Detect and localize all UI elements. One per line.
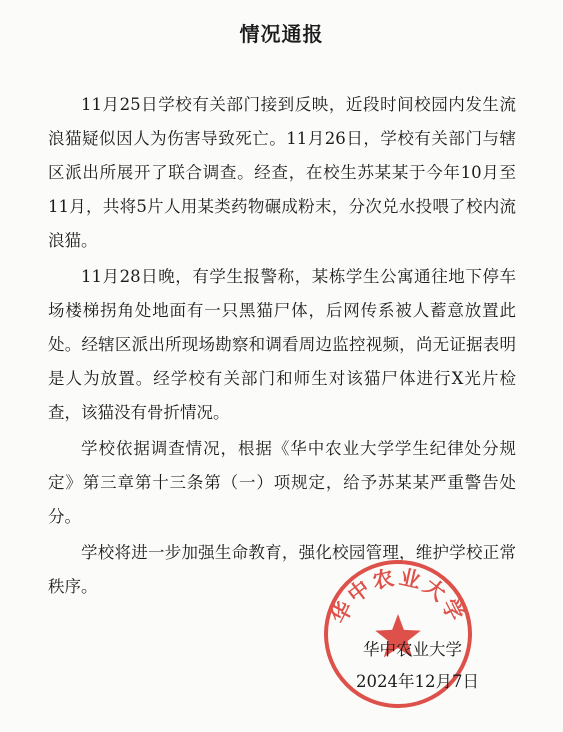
document-body: [48, 88, 516, 604]
paragraph-4: 学校将进一步加强生命教育，强化校园管理，维护学校正常秩序。: [48, 543, 516, 596]
svg-text:华中农业大学: 华中农业大学: [325, 564, 471, 628]
document-title: 情况通报: [239, 22, 324, 46]
signature-organization: 华中农业大学: [363, 640, 462, 659]
paragraph-3: 学校依据调查情况，根据《华中农业大学学生纪律处分规定》第三章第十三条第（一）项规定，给予苏某某严重警告处分。: [48, 439, 516, 526]
signature-block: [356, 634, 479, 698]
paragraph-2: 11月28日晚，有学生报警称，某栋学生公寓通往地下停车场楼梯拐角处地面有一只黑猫尸体，后网传系被人蓄意放置此处。经辖区派出所现场勘察和调看周边监控视频，尚无证据表明是人为放置。经学校有关部门和师生对该猫尸体进行X光片检查，该猫没有骨折情况。: [48, 267, 516, 422]
signature-date: 2024年12月7日: [356, 672, 479, 691]
paragraph-1: 11月25日学校有关部门接到反映，近段时间校园内发生流浪猫疑似因人为伤害导致死亡。11月26日，学校有关部门与辖区派出所展开了联合调查。经查，在校生苏某某于今年10月至11月，共将5片人用某类药物碾成粉末，分次兑水投喂了校内流浪猫。: [48, 95, 516, 250]
